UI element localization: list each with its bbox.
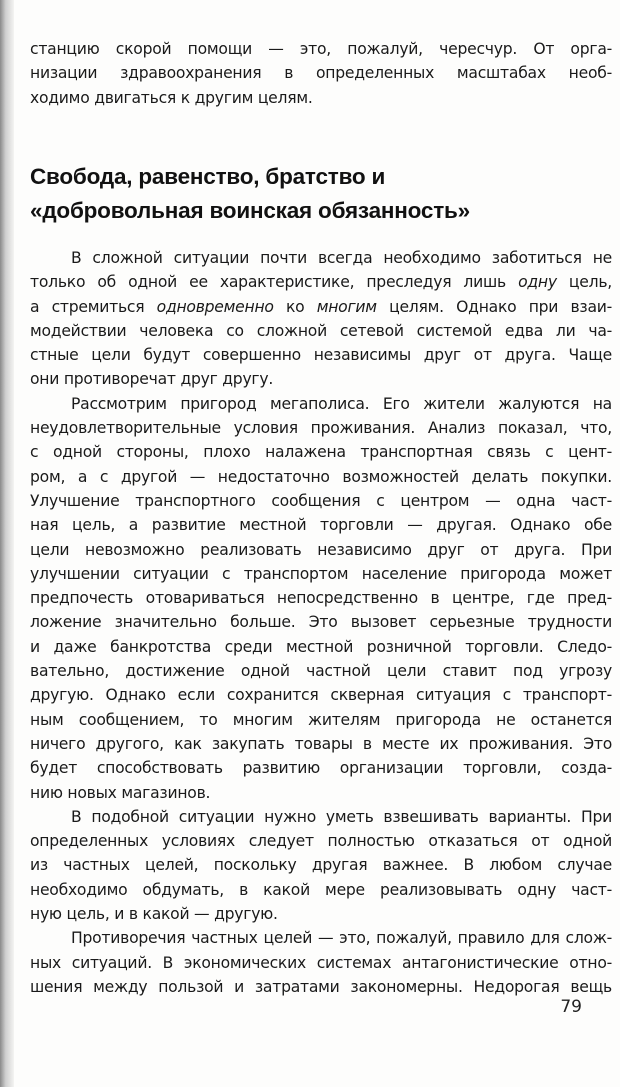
text-line: В подобной ситуации нужно уметь взвешивать варианты. При xyxy=(71,807,612,826)
text-line: низации здравоохранения в определенных масштабах необ- xyxy=(30,64,612,83)
heading-line: Свобода, равенство, братство и xyxy=(30,164,386,189)
text-line: они противоречат друг другу. xyxy=(30,370,274,389)
body-text xyxy=(30,246,612,999)
heading-line: «добровольная воинская обязанность» xyxy=(30,198,471,223)
section-heading xyxy=(30,160,590,228)
text-line: определенных условиях следует полностью отказаться от одной xyxy=(30,832,612,851)
page-gutter-shadow xyxy=(0,0,14,1087)
text-line: В сложной ситуации почти всегда необходимо заботиться не xyxy=(71,249,612,267)
text-line: ным сообщением, то многим жителям пригорода не останется xyxy=(30,710,612,729)
text-line: с одной стороны, плохо налажена транспортная связь с цент- xyxy=(30,443,612,462)
emphasis: одновременно xyxy=(156,297,274,316)
text-line: будет способствовать развитию организации торговли, созда- xyxy=(30,759,612,778)
text-line: другую. Однако если сохранится скверная ситуация с транспорт- xyxy=(30,686,612,705)
text-line: неудовлетворительные условия проживания. Анализ показал, что, xyxy=(30,419,612,438)
text-line: предпочесть отовариваться непосредственно в центре, где пред- xyxy=(30,589,612,608)
emphasis: многим xyxy=(316,297,377,316)
text-line: шения между пользой и затратами закономерны. Недорогая вещь xyxy=(30,977,612,996)
text-line: Рассмотрим пригород мегаполиса. Его жители жалуются на xyxy=(71,394,612,413)
intro-paragraph xyxy=(30,37,612,110)
text-line: ная цель, а развитие местной торговли — другая. Однако обе xyxy=(30,516,612,535)
text-line: из частных целей, поскольку другая важнее. В любом случае xyxy=(30,856,612,875)
text-line: улучшении ситуации с транспортом население пригорода может xyxy=(30,564,612,583)
text-line: модействии человека со сложной сетевой системой едва ли ча- xyxy=(30,321,612,340)
text-line: и даже банкротства среди местной розничной торговли. Следо- xyxy=(30,637,612,656)
text-line: ром, а с другой — недостаточно возможностей делать покупки. xyxy=(30,467,612,486)
emphasis: одну xyxy=(518,273,557,292)
text-line: Противоречия частных целей — это, пожалуй, правило для слож- xyxy=(71,929,612,948)
text-line: станцию скорой помощи — это, пожалуй, чересчур. От орга- xyxy=(30,40,612,58)
text-line: стные цели будут совершенно независимы друг от друга. Чаще xyxy=(30,346,612,365)
text-line: ничего другого, как закупать товары в месте их проживания. Это xyxy=(30,734,612,753)
text-line: нию новых магазинов. xyxy=(30,783,211,802)
text-line: только об одной ее характеристике, преследуя лишь одну цель, xyxy=(30,273,612,292)
text-line: а стремиться одновременно ко многим целям. Однако при взаи- xyxy=(30,297,613,316)
text-line: Улучшение транспортного сообщения с центром — одна част- xyxy=(30,491,612,510)
text-line: вательно, достижение одной частной цели ставит под угрозу xyxy=(30,662,612,681)
text-line: ных ситуаций. В экономических системах антагонистические отно- xyxy=(30,953,612,972)
text-line: необходимо обдумать, в какой мере реализовывать одну част- xyxy=(30,880,612,899)
text-line: ходимо двигаться к другим целям. xyxy=(30,88,313,107)
text-line: цели невозможно реализовать независимо друг от друга. При xyxy=(30,540,612,559)
text-line: ную цель, и в какой — другую. xyxy=(30,905,278,924)
text-line: ложение значительно больше. Это вызовет серьезные трудности xyxy=(30,613,612,632)
page-number: 79 xyxy=(560,997,582,1017)
